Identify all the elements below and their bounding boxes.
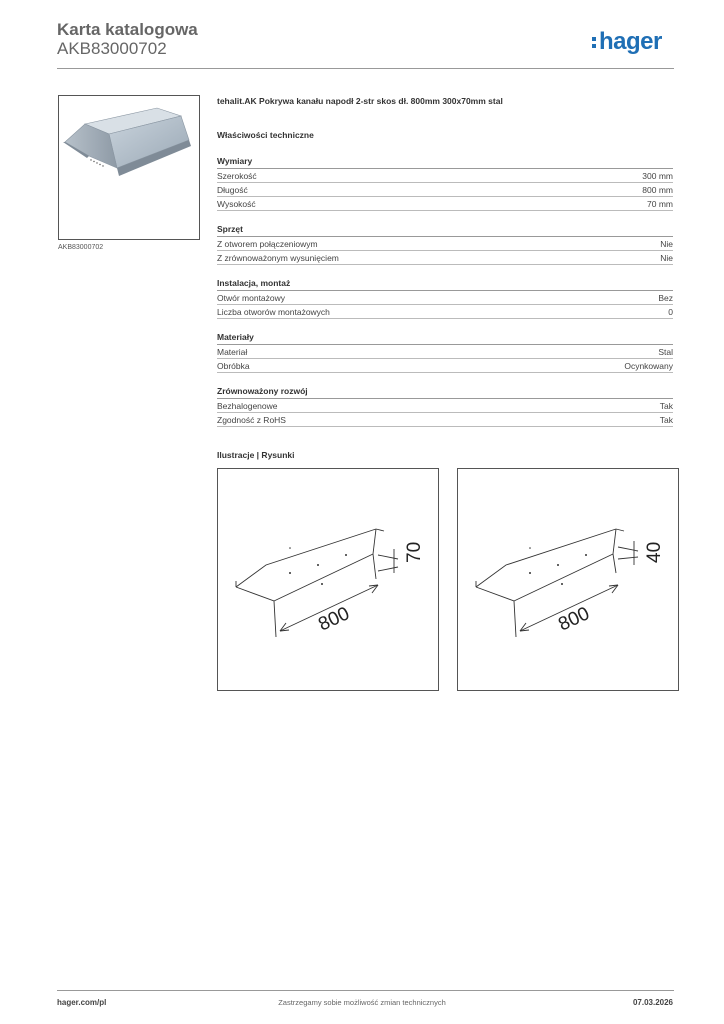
document-title: Karta katalogowa: [57, 20, 198, 39]
spec-label: Wysokość: [217, 199, 256, 209]
drawing-length-label: 800: [315, 603, 353, 636]
spec-value: 0: [668, 307, 673, 317]
footer-website-link[interactable]: hager.com/pl: [57, 998, 107, 1007]
section-title: Wymiary: [217, 155, 673, 169]
cover-product-icon: [59, 96, 199, 239]
spec-value: Nie: [660, 239, 673, 249]
spec-value: 800 mm: [642, 185, 673, 195]
spec-row: [217, 251, 673, 265]
drawing-height-label: 40: [644, 541, 665, 563]
footer-date: 07.03.2026: [632, 998, 673, 1007]
logo-text: hager: [599, 28, 662, 55]
section-title: Instalacja, montaż: [217, 277, 673, 291]
product-image-caption: AKB83000702: [58, 244, 104, 251]
spec-row: [217, 183, 673, 197]
spec-value: Nie: [660, 253, 673, 263]
spec-value: Stal: [658, 347, 673, 357]
spec-section-hardware: [217, 223, 673, 265]
spec-label: Liczba otworów montażowych: [217, 307, 330, 317]
spec-section-materials: [217, 331, 673, 373]
hager-logo: [592, 28, 662, 56]
logo-dots-icon: [592, 34, 597, 50]
spec-label: Z otworem połączeniowym: [217, 239, 318, 249]
spec-value: Tak: [659, 415, 673, 425]
document-product-code: AKB83000702: [57, 39, 167, 58]
spec-row: [217, 169, 673, 183]
spec-row: [217, 237, 673, 251]
spec-row: [217, 305, 673, 319]
spec-row: [217, 345, 673, 359]
spec-label: Szerokość: [217, 171, 257, 181]
dimension-drawing-icon: [458, 469, 678, 690]
spec-row: [217, 413, 673, 427]
illustrations-heading: Ilustracje | Rysunki: [217, 450, 295, 460]
product-title: tehalit.AK Pokrywa kanału napodł 2-str skos dł. 800mm 300x70mm stal: [217, 96, 503, 106]
section-title: Sprzęt: [217, 223, 673, 237]
spec-label: Z zrównoważonym wysunięciem: [217, 253, 339, 263]
spec-value: 70 mm: [647, 199, 673, 209]
footer-divider: [57, 990, 674, 991]
section-title: Zrównoważony rozwój: [217, 385, 673, 399]
drawing-height-label: 70: [404, 541, 425, 563]
spec-section-installation: [217, 277, 673, 319]
header-divider: [57, 68, 674, 69]
illustration-drawing-1: [217, 468, 439, 691]
spec-row: [217, 399, 673, 413]
spec-label: Materiał: [217, 347, 248, 357]
product-image: [58, 95, 200, 240]
spec-value: Tak: [659, 401, 673, 411]
spec-section-dimensions: [217, 155, 673, 211]
spec-value: Bez: [658, 293, 673, 303]
spec-label: Zgodność z RoHS: [217, 415, 286, 425]
footer-disclaimer: Zastrzegamy sobie możliwość zmian technicznych: [278, 998, 446, 1007]
spec-value: 300 mm: [642, 171, 673, 181]
drawing-length-label: 800: [555, 603, 593, 636]
spec-section-sustainability: [217, 385, 673, 427]
spec-row: [217, 359, 673, 373]
spec-label: Obróbka: [217, 361, 250, 371]
illustration-drawing-2: [457, 468, 679, 691]
spec-row: [217, 291, 673, 305]
spec-label: Otwór montażowy: [217, 293, 286, 303]
properties-heading: Właściwości techniczne: [217, 130, 314, 140]
spec-row: [217, 197, 673, 211]
spec-label: Bezhalogenowe: [217, 401, 278, 411]
spec-label: Długość: [217, 185, 248, 195]
spec-value: Ocynkowany: [624, 361, 673, 371]
dimension-drawing-icon: [218, 469, 438, 690]
section-title: Materiały: [217, 331, 673, 345]
